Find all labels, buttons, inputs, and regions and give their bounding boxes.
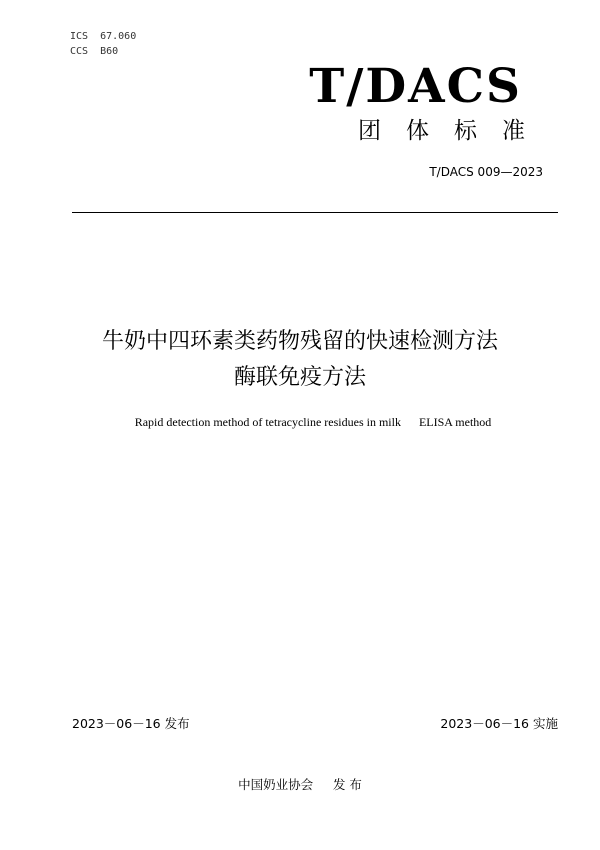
ccs-code: CCS B60	[70, 46, 119, 57]
english-title: Rapid detection method of tetracycline residues in milk ELISA method	[134, 415, 492, 429]
header-divider	[72, 212, 558, 213]
standard-number: T/DACS 009—2023	[429, 165, 543, 179]
issuing-organization: 中国奶业协会 发 布	[238, 777, 362, 792]
implement-date: 2023－06－16 实施	[440, 716, 558, 731]
publish-date: 2023－06－16 发布	[72, 716, 190, 731]
document-title-line1: 牛奶中四环素类药物残留的快速检测方法	[101, 329, 498, 354]
standard-type: 团体标准	[358, 118, 550, 144]
ics-code: ICS 67.060	[70, 31, 137, 42]
classification-codes	[70, 29, 136, 59]
document-title-line2: 酶联免疫方法	[233, 365, 366, 390]
standard-brand: T/DACS	[309, 59, 522, 114]
